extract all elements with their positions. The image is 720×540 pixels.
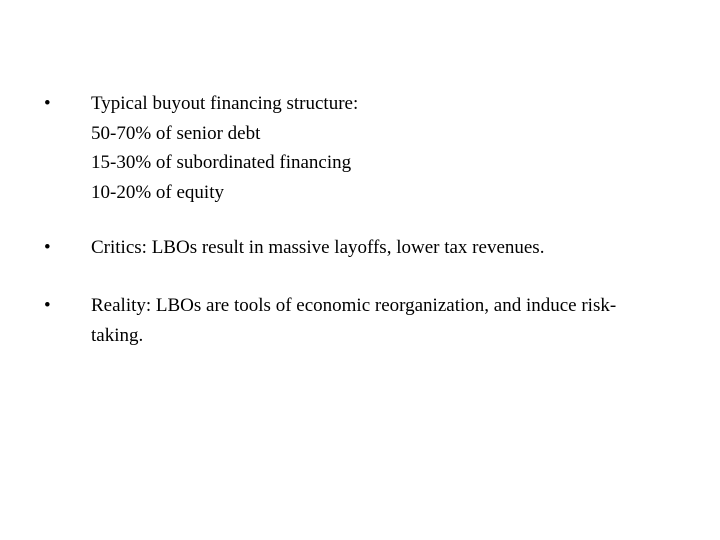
bullet-marker: •	[44, 237, 51, 258]
bullet-text-financing	[91, 89, 358, 207]
bullet-text-critics	[91, 233, 544, 263]
senior-debt-line: 50-70% of senior debt	[91, 122, 261, 144]
bullet-critics	[44, 233, 684, 263]
critics-text: Critics: LBOs result in massive layoffs, lower tax revenues.	[91, 237, 545, 258]
financing-heading: Typical buyout financing structure:	[91, 93, 359, 114]
bullet-financing-structure	[44, 89, 684, 207]
bullet-text-reality	[91, 291, 624, 350]
reality-text: Reality: LBOs are tools of economic reorganization, and induce risk-taking.	[91, 295, 617, 346]
bullet-marker: •	[44, 93, 51, 114]
bullet-reality	[44, 291, 624, 350]
equity-line: 10-20% of equity	[91, 181, 224, 203]
bullet-marker: •	[44, 295, 51, 316]
subordinated-financing-line: 15-30% of subordinated financing	[91, 152, 352, 173]
